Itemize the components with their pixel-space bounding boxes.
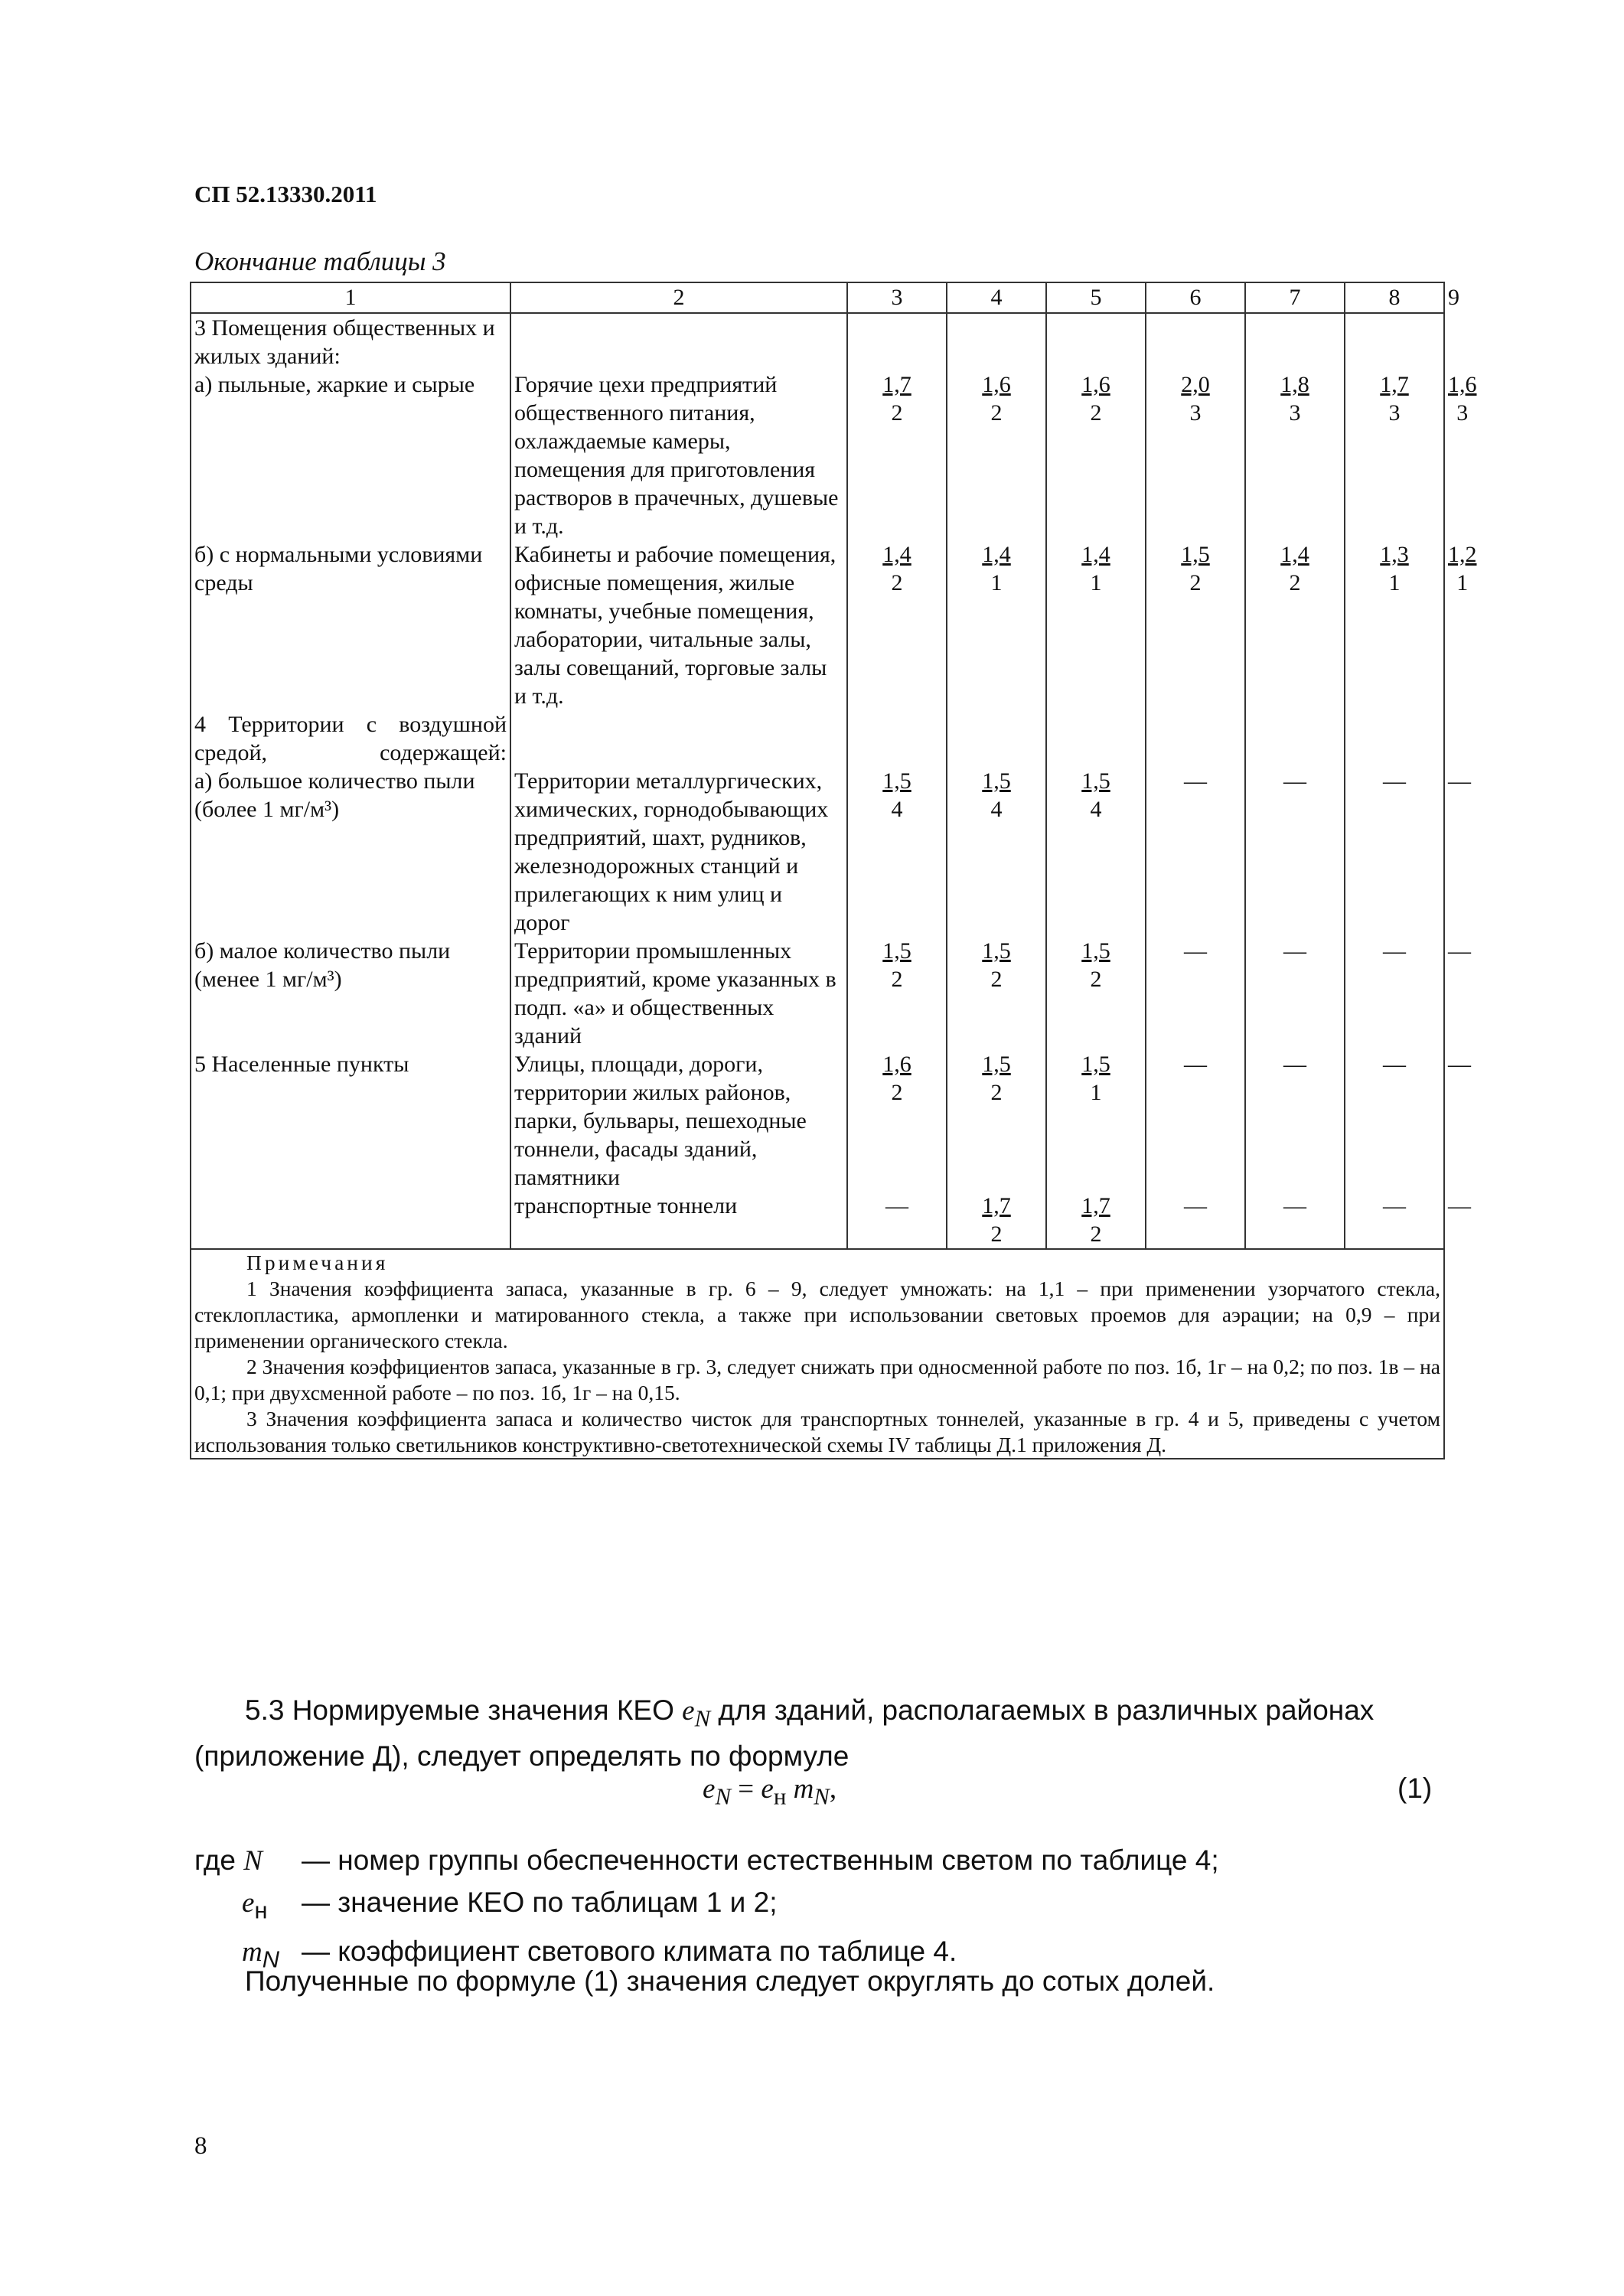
value-cell-col7 (1245, 540, 1345, 710)
empty-value-dash: — (1383, 1193, 1406, 1218)
where-item-en: $e_н$ — значение КЕО по таблицам 1 и 2; (242, 1887, 778, 1924)
coefficient-fraction: $\frac{1,6}{2}$ (882, 1052, 911, 1105)
note-2: 2 Значения коэффициентов запаса, указанные в гр. 3, следует снижать при односменной работе по поз. 1б, 1г – на 0,2; по поз. 1в – на 0,1; при двухсменной работе – по поз. 1б, 1г – на 0,15. (194, 1355, 1440, 1404)
empty-value-dash: — (1448, 1193, 1471, 1218)
row-description: Кабинеты и рабочие помещения, офисные помещения, жилые комнаты, учебные помещения, лаборатории, читальные залы, залы совещаний, торговые залы и т.д. (510, 540, 847, 710)
value-cell-col8 (1345, 313, 1444, 370)
value-cell-col5 (1046, 937, 1146, 1050)
note-3: 3 Значения коэффициента запаса и количество чисток для транспортных тоннелей, указанные в гр. 4 и 5, приведены с учетом использования только светильников конструктивно-светотехнической схемы IV таблицы Д.1 приложения Д. (194, 1407, 1440, 1456)
empty-value-dash: — (1383, 938, 1406, 964)
formula-1: $e_N = e_н$ $m_N$, (703, 1773, 837, 1810)
table-body (191, 313, 1477, 1249)
coefficient-fraction: $\frac{1,6}{2}$ (982, 372, 1011, 426)
value-cell-col8 (1345, 540, 1444, 710)
table-header-row: 1 2 3 4 5 6 7 8 9 (191, 282, 1444, 313)
paragraph-5-3 (194, 1691, 1442, 1776)
value-cell-col3 (847, 937, 947, 1050)
row-category: 3 Помещения общественных и жилых зданий: (191, 313, 510, 370)
coefficient-fraction: $\frac{1,6}{2}$ (1081, 372, 1110, 426)
coefficient-fraction: $\frac{1,6}{3}$ (1448, 372, 1477, 426)
value-cell-col4 (947, 370, 1046, 540)
row-category: а) пыльные, жаркие и сырые (191, 370, 510, 540)
empty-value-dash: — (1184, 938, 1207, 964)
coefficient-fraction: $\frac{1,7}{2}$ (1081, 1193, 1110, 1247)
value-cell-col3 (847, 370, 947, 540)
row-category: б) с нормальными условиями среды (191, 540, 510, 710)
value-cell-col3 (847, 1050, 947, 1192)
empty-value-dash: — (1283, 1193, 1306, 1218)
value-cell-col6 (1146, 1192, 1245, 1249)
value-cell-col4 (947, 937, 1046, 1050)
p53-text-start: 5.3 Нормируемые значения КЕО (245, 1694, 683, 1726)
document-id: СП 52.13330.2011 (194, 181, 377, 207)
col-header-6: 6 (1146, 282, 1245, 313)
empty-value-dash: — (885, 1193, 908, 1218)
row-category: 4 Территории с воздушной средой, содержащей: (191, 710, 510, 767)
table-notes (191, 1249, 1444, 1459)
value-cell-col3 (847, 767, 947, 937)
value-cell-col8 (1345, 767, 1444, 937)
col-header-8: 8 (1345, 282, 1444, 313)
coefficient-fraction: $\frac{1,7}{2}$ (982, 1193, 1011, 1247)
row-description: Территории промышленных предприятий, кроме указанных в подп. «а» и общественных зданий (510, 937, 847, 1050)
table-row (191, 710, 1444, 767)
empty-value-dash: — (1184, 1193, 1207, 1218)
table-row (191, 313, 1444, 370)
col-header-2: 2 (510, 282, 847, 313)
empty-value-dash: — (1184, 1052, 1207, 1077)
rounding-note: Полученные по формуле (1) значения следует округлять до сотых долей. (245, 1965, 1215, 1997)
value-cell-col4 (947, 1192, 1046, 1249)
value-cell-col7 (1245, 710, 1345, 767)
row-description: Территории металлургических, химических, горнодобывающих предприятий, шахт, рудников, железнодорожных станций и прилегающих к ним улиц и дорог (510, 767, 847, 937)
coefficient-fraction: $\frac{1,8}{3}$ (1280, 372, 1309, 426)
table-row (191, 370, 1444, 540)
value-cell-col4 (947, 540, 1046, 710)
value-cell-col6 (1146, 1050, 1245, 1192)
coefficient-fraction: $\frac{1,5}{2}$ (1181, 542, 1210, 595)
table-caption: Окончание таблицы 3 (194, 246, 446, 276)
p53-symbol: $e_N$ (682, 1695, 711, 1732)
value-cell-col6 (1146, 540, 1245, 710)
value-cell-col7 (1245, 1050, 1345, 1192)
value-cell-col4 (947, 710, 1046, 767)
coefficient-fraction: $\frac{1,7}{2}$ (882, 372, 911, 426)
table-row (191, 1192, 1444, 1249)
row-description (510, 313, 847, 370)
row-category: 5 Населенные пункты (191, 1050, 510, 1192)
value-cell-col6 (1146, 767, 1245, 937)
coefficient-fraction: $\frac{2,0}{3}$ (1181, 372, 1210, 426)
value-cell-col5 (1046, 540, 1146, 710)
coefficient-fraction: $\frac{1,4}{2}$ (1280, 542, 1309, 595)
note-1: 1 Значения коэффициента запаса, указанные в гр. 6 – 9, следует умножать: на 1,1 – при применении узорчатого стекла, стеклопластика, армопленки и матированного стекла, а также при использовании световых проемов для аэрации; на 0,9 – при применении органического стекла. (194, 1277, 1440, 1352)
empty-value-dash: — (1383, 1052, 1406, 1077)
empty-value-dash: — (1283, 938, 1306, 964)
page-number: 8 (194, 2132, 207, 2160)
p53-text-end: для зданий, располагаемых в различных районах (приложение Д), следует определять по формуле (194, 1694, 1375, 1773)
value-cell-col3 (847, 710, 947, 767)
where-list (194, 1840, 1219, 1981)
table-row (191, 767, 1444, 937)
empty-value-dash: — (1184, 768, 1207, 794)
coefficient-fraction: $\frac{1,5}{4}$ (882, 768, 911, 822)
coefficient-fraction: $\frac{1,5}{2}$ (882, 938, 911, 992)
value-cell-col5 (1046, 1192, 1146, 1249)
empty-value-dash: — (1283, 768, 1306, 794)
coefficient-fraction: $\frac{1,5}{4}$ (1081, 768, 1110, 822)
value-cell-col5 (1046, 710, 1146, 767)
value-cell-col4 (947, 1050, 1046, 1192)
coefficient-fraction: $\frac{1,4}{2}$ (882, 542, 911, 595)
notes-title: Примечания (246, 1251, 389, 1274)
coefficient-fraction: $\frac{1,4}{1}$ (982, 542, 1011, 595)
empty-value-dash: — (1383, 768, 1406, 794)
table-3 (190, 282, 1477, 1459)
value-cell-col3 (847, 540, 947, 710)
where-label: где (194, 1844, 236, 1876)
row-description (510, 710, 847, 767)
col-header-1: 1 (191, 282, 510, 313)
coefficient-fraction: $\frac{1,4}{1}$ (1081, 542, 1110, 595)
value-cell-col4 (947, 313, 1046, 370)
value-cell-col3 (847, 1192, 947, 1249)
row-category: б) малое количество пыли (менее 1 мг/м³) (191, 937, 510, 1050)
coefficient-fraction: $\frac{1,5}{2}$ (1081, 938, 1110, 992)
col-header-5: 5 (1046, 282, 1146, 313)
coefficient-fraction: $\frac{1,5}{4}$ (982, 768, 1011, 822)
value-cell-col8 (1345, 1192, 1444, 1249)
value-cell-col8 (1345, 937, 1444, 1050)
value-cell-col7 (1245, 370, 1345, 540)
row-category: а) большое количество пыли (более 1 мг/м³) (191, 767, 510, 937)
notes-row (191, 1249, 1444, 1459)
value-cell-col5 (1046, 370, 1146, 540)
value-cell-col6 (1146, 937, 1245, 1050)
value-cell-col3 (847, 313, 947, 370)
value-cell-col7 (1245, 1192, 1345, 1249)
coefficient-fraction: $\frac{1,5}{2}$ (982, 1052, 1011, 1105)
col-header-3: 3 (847, 282, 947, 313)
col-header-7: 7 (1245, 282, 1345, 313)
coefficient-fraction: $\frac{1,5}{2}$ (982, 938, 1011, 992)
table-row (191, 540, 1444, 710)
value-cell-col4 (947, 767, 1046, 937)
value-cell-col5 (1046, 313, 1146, 370)
value-cell-col7 (1245, 313, 1345, 370)
value-cell-col6 (1146, 313, 1245, 370)
value-cell-col6 (1146, 370, 1245, 540)
value-cell-col6 (1146, 710, 1245, 767)
formula-number: (1) (1397, 1773, 1433, 1804)
value-cell-col7 (1245, 937, 1345, 1050)
where-item-mn: $m_N$ — коэффициент светового климата по таблице 4. (242, 1936, 957, 1973)
empty-value-dash: — (1448, 768, 1471, 794)
empty-value-dash: — (1283, 1052, 1306, 1077)
value-cell-col8 (1345, 370, 1444, 540)
value-cell-col5 (1046, 1050, 1146, 1192)
coefficient-fraction: $\frac{1,3}{1}$ (1380, 542, 1409, 595)
row-description: Улицы, площади, дороги, территории жилых районов, парки, бульвары, пешеходные тоннели, фасады зданий, памятники (510, 1050, 847, 1192)
row-description: транспортные тоннели (510, 1192, 847, 1249)
empty-value-dash: — (1448, 938, 1471, 964)
coefficient-fraction: $\frac{1,2}{1}$ (1448, 542, 1477, 595)
row-category (191, 1192, 510, 1249)
col-header-4: 4 (947, 282, 1046, 313)
where-item-n: где N — номер группы обеспеченности естественным светом по таблице 4; (194, 1844, 1219, 1877)
empty-value-dash: — (1448, 1052, 1471, 1077)
table-row (191, 937, 1444, 1050)
coefficient-fraction: $\frac{1,5}{1}$ (1081, 1052, 1110, 1105)
value-cell-col8 (1345, 710, 1444, 767)
table-row (191, 1050, 1444, 1192)
value-cell-col5 (1046, 767, 1146, 937)
value-cell-col7 (1245, 767, 1345, 937)
row-description: Горячие цехи предприятий общественного питания, охлаждаемые камеры, помещения для приготовления растворов в прачечных, душевые и т.д. (510, 370, 847, 540)
coefficient-fraction: $\frac{1,7}{3}$ (1380, 372, 1409, 426)
value-cell-col8 (1345, 1050, 1444, 1192)
